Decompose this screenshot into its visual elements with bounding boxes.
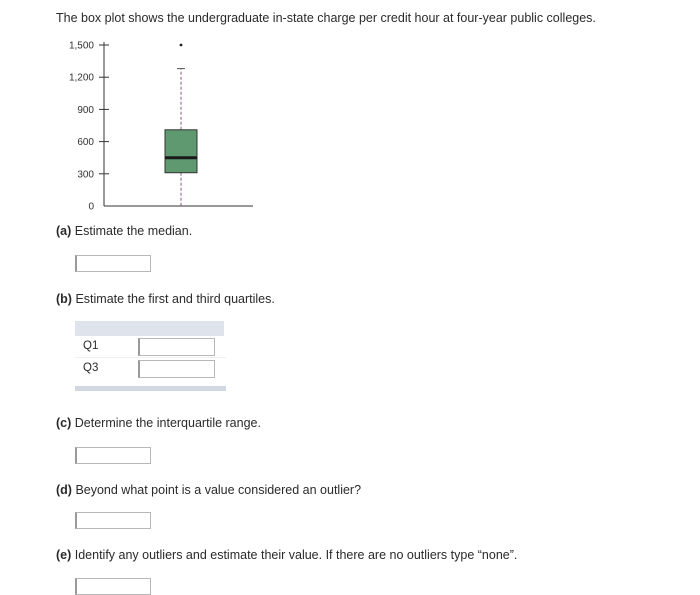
y-tick-label: 1,500 <box>68 40 94 52</box>
q1-answer-input[interactable] <box>138 338 215 356</box>
y-tick-label: 0 <box>88 201 94 213</box>
y-tick-label: 300 <box>77 169 94 181</box>
question-b-letter: (b) <box>56 292 72 306</box>
question-a-text: Estimate the median. <box>71 224 193 238</box>
y-tick-label: 1,200 <box>68 72 94 84</box>
iqr-answer-input[interactable] <box>75 447 151 464</box>
question-d-letter: (d) <box>56 483 72 497</box>
quartiles-table-header <box>75 321 224 336</box>
question-e-letter: (e) <box>56 548 72 562</box>
question-d <box>56 483 361 497</box>
q1-row <box>75 336 226 358</box>
question-c-letter: (c) <box>56 416 72 430</box>
outlier-point <box>180 44 183 47</box>
quartiles-table-footer <box>75 386 226 391</box>
question-a-letter: (a) <box>56 224 72 238</box>
outlier-threshold-input[interactable] <box>75 512 151 529</box>
question-d-text: Beyond what point is a value considered an outlier? <box>71 483 362 497</box>
question-c-text: Determine the interquartile range. <box>71 416 261 430</box>
median-answer-input[interactable] <box>75 255 151 272</box>
q1-label: Q1 <box>83 340 99 352</box>
quartiles-table <box>75 321 226 380</box>
y-axis <box>69 41 253 213</box>
question-e <box>56 548 517 562</box>
plot-area <box>165 44 197 206</box>
intro-text: The box plot shows the undergraduate in-state charge per credit hour at four-year public colleges. <box>56 11 596 25</box>
q3-answer-input[interactable] <box>138 360 215 378</box>
q3-label: Q3 <box>83 362 99 374</box>
question-b <box>56 292 275 306</box>
iqr-box <box>165 130 197 173</box>
question-e-text: Identify any outliers and estimate their value. If there are no outliers type “none”. <box>71 548 518 562</box>
question-a <box>56 224 192 238</box>
box-plot-chart <box>0 0 280 220</box>
outliers-answer-input[interactable] <box>75 578 151 595</box>
y-tick-label: 900 <box>77 104 94 116</box>
q3-row <box>75 358 226 380</box>
question-c <box>56 416 261 430</box>
question-b-text: Estimate the first and third quartiles. <box>71 292 275 306</box>
y-tick-label: 600 <box>77 137 94 149</box>
